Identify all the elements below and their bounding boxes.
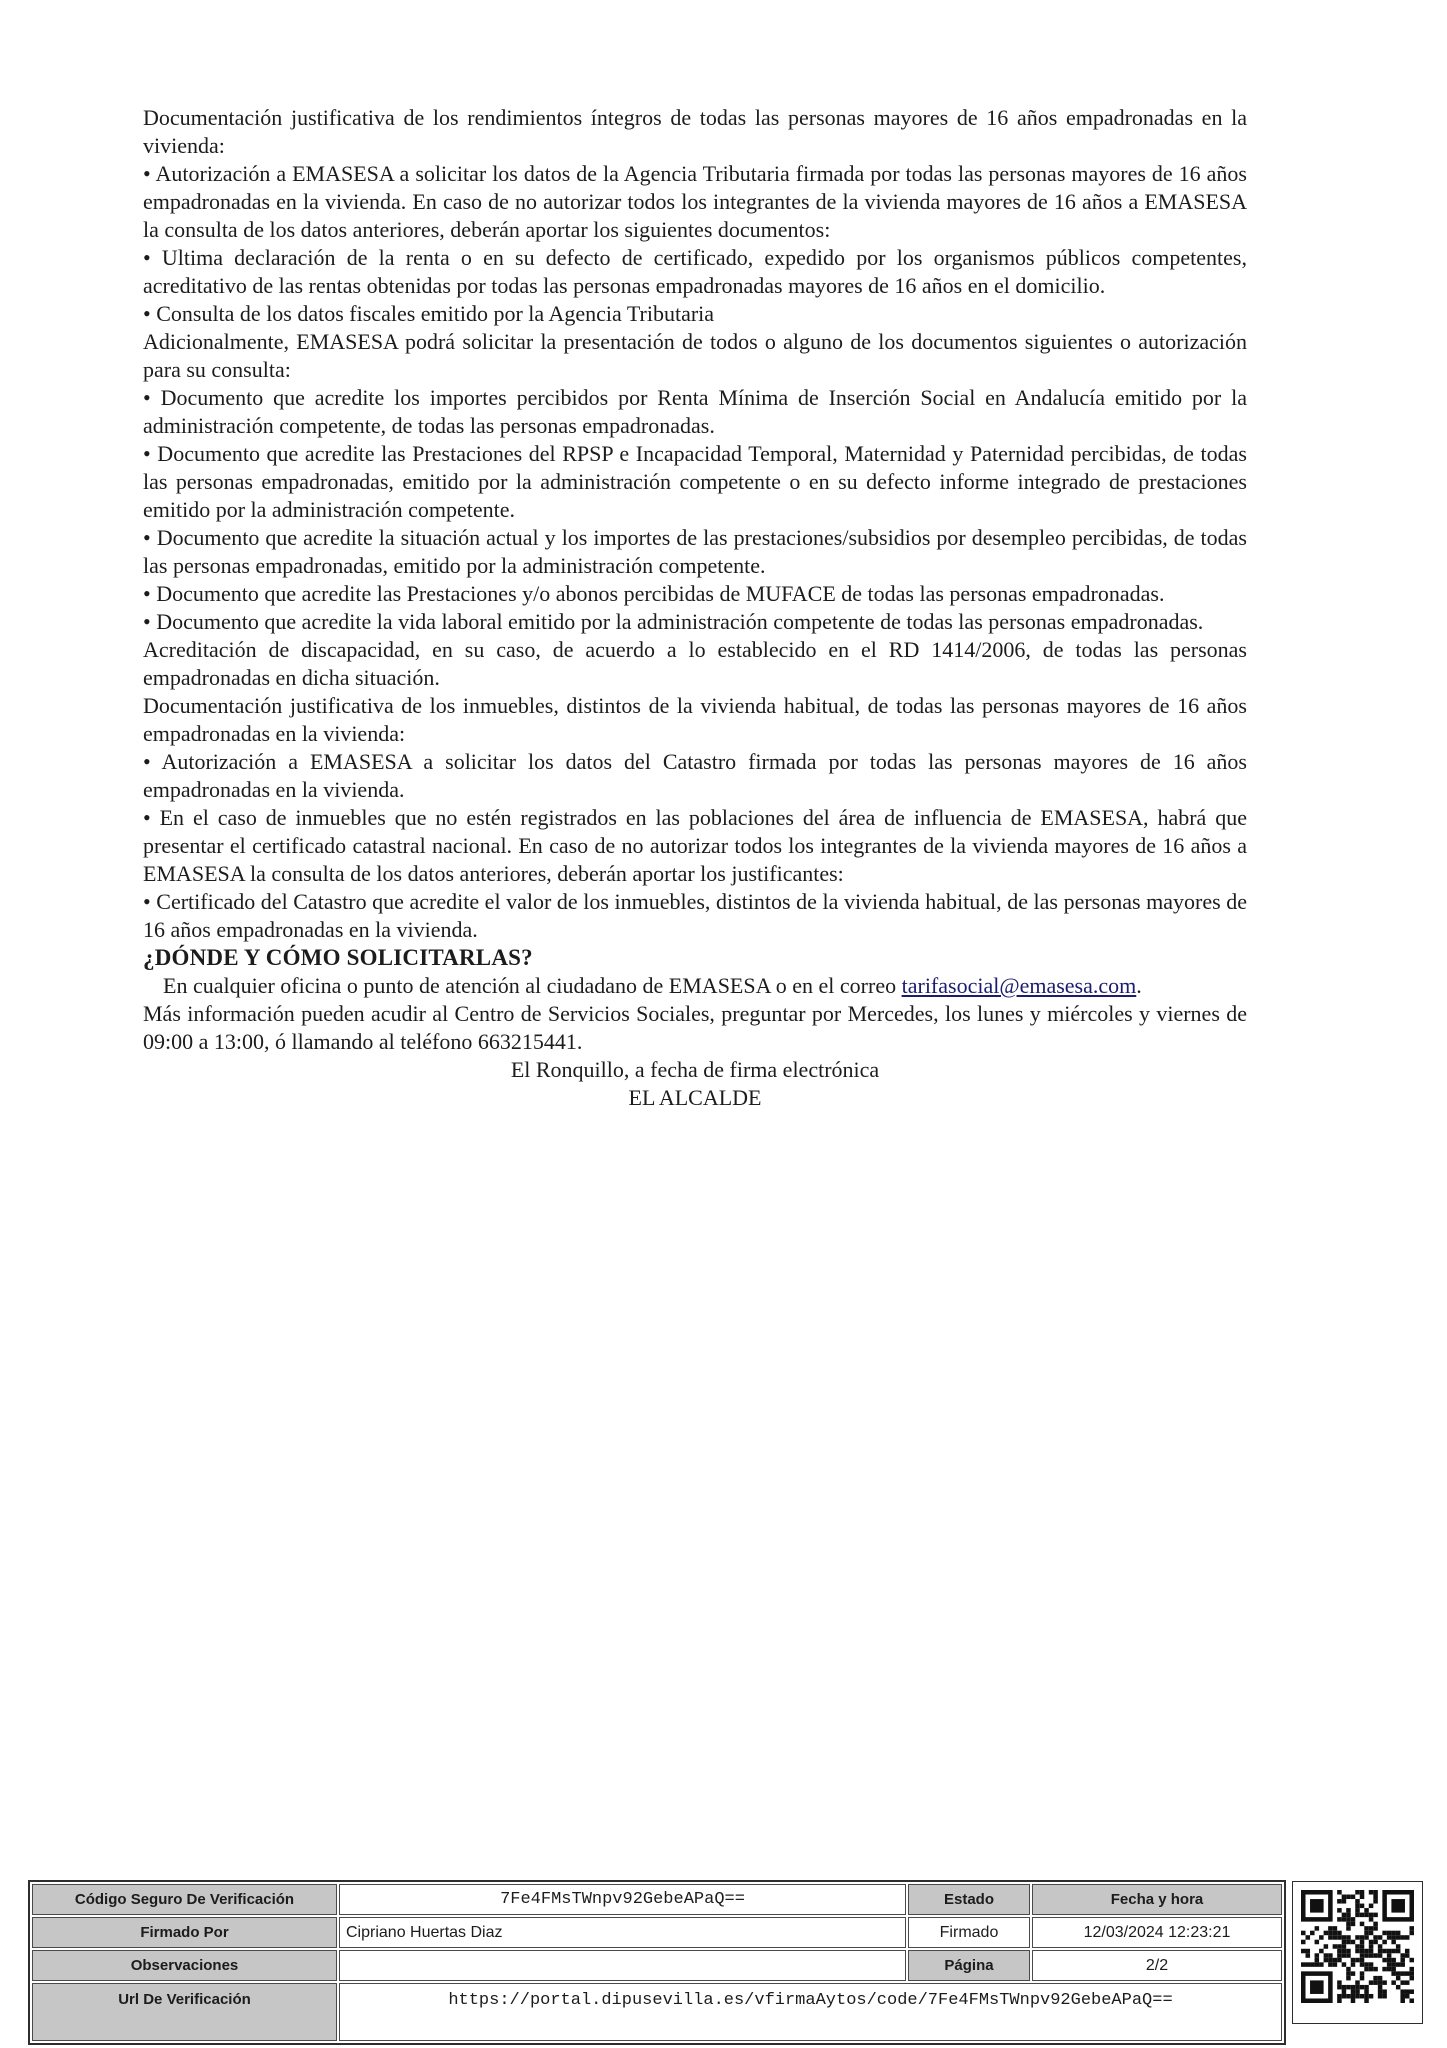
pagina-label: Página bbox=[908, 1950, 1030, 1981]
more-info-paragraph: Más información pueden acudir al Centro de Servicios Sociales, preguntar por Mercedes, los lunes y miércoles y viernes de 09:00 a 13:00, ó llamando al teléfono 663215441. bbox=[143, 1001, 1247, 1054]
signature-verification-table bbox=[28, 1880, 1286, 2045]
signer-name: Cipriano Huertas Diaz bbox=[339, 1917, 906, 1948]
closing-place: El Ronquillo, a fecha de firma electrónica bbox=[510, 1057, 880, 1082]
url-label: Url De Verificación bbox=[32, 1983, 337, 2041]
paragraph: Documentación justificativa de los inmuebles, distintos de la vivienda habitual, de todas las personas mayores de 16 años empadronadas en la vivienda: bbox=[143, 693, 1247, 746]
table-row bbox=[32, 1884, 1282, 1915]
pagina-value: 2/2 bbox=[1032, 1950, 1282, 1981]
signature-datetime: 12/03/2024 12:23:21 bbox=[1032, 1917, 1282, 1948]
paragraph: Documentación justificativa de los rendimientos íntegros de todas las personas mayores de 16 años empadronadas en la vivienda: bbox=[143, 105, 1247, 158]
contact-text-pre: En cualquier oficina o punto de atención al ciudadano de EMASESA o en el correo bbox=[163, 973, 902, 998]
document-body bbox=[143, 104, 1247, 1112]
estado-value: Firmado bbox=[908, 1917, 1030, 1948]
observaciones-label: Observaciones bbox=[32, 1950, 337, 1981]
email-link[interactable]: tarifasocial@emasesa.com bbox=[901, 973, 1137, 998]
section-heading: ¿DÓNDE Y CÓMO SOLICITARLAS? bbox=[143, 945, 533, 970]
bullet-item: • Ultima declaración de la renta o en su defecto de certificado, expedido por los organismos públicos competentes, acreditativo de las rentas obtenidas por todas las personas empadronadas mayores de 16 años en el domicilio. bbox=[143, 245, 1247, 298]
bullet-item: • En el caso de inmuebles que no estén registrados en las poblaciones del área de influencia de EMASESA, habrá que presentar el certificado catastral nacional. En caso de no autorizar todos los integrantes de la vivienda mayores de 16 años a EMASESA la consulta de los datos anteriores, deberán aportar los justificantes: bbox=[143, 805, 1247, 886]
csv-label: Código Seguro De Verificación bbox=[32, 1884, 337, 1915]
bullet-item: • Certificado del Catastro que acredite el valor de los inmuebles, distintos de la vivienda habitual, de las personas mayores de 16 años empadronadas en la vivienda. bbox=[143, 889, 1247, 942]
bullet-item: • Autorización a EMASESA a solicitar los datos de la Agencia Tributaria firmada por todas las personas mayores de 16 años empadronadas en la vivienda. En caso de no autorizar todos los integrantes de la vivienda mayores de 16 años a EMASESA la consulta de los datos anteriores, deberán aportar los siguientes documentos: bbox=[143, 161, 1247, 242]
contact-text-post: . bbox=[1136, 973, 1142, 998]
bullet-item: • Autorización a EMASESA a solicitar los datos del Catastro firmada por todas las personas mayores de 16 años empadronadas en la vivienda. bbox=[143, 749, 1247, 802]
bullet-item: • Documento que acredite los importes percibidos por Renta Mínima de Inserción Social en Andalucía emitido por la administración competente, de todas las personas empadronadas. bbox=[143, 385, 1247, 438]
csv-value: 7Fe4FMsTWnpv92GebeAPaQ== bbox=[339, 1884, 906, 1915]
bullet-item: • Consulta de los datos fiscales emitido por la Agencia Tributaria bbox=[143, 301, 715, 326]
bullet-item: • Documento que acredite la vida laboral emitido por la administración competente de todas las personas empadronadas. bbox=[143, 609, 1204, 634]
table-row bbox=[32, 1917, 1282, 1948]
paragraph: Adicionalmente, EMASESA podrá solicitar la presentación de todos o alguno de los documentos siguientes o autorización para su consulta: bbox=[143, 329, 1247, 382]
qr-code-graphic bbox=[1301, 1890, 1414, 2008]
table-row bbox=[32, 1983, 1282, 2041]
bullet-item: • Documento que acredite las Prestaciones y/o abonos percibidas de MUFACE de todas las personas empadronadas. bbox=[143, 581, 1165, 606]
contact-paragraph bbox=[143, 972, 1247, 1000]
estado-header: Estado bbox=[908, 1884, 1030, 1915]
bullet-item: • Documento que acredite la situación actual y los importes de las prestaciones/subsidios por desempleo percibidas, de todas las personas empadronadas, emitido por la administración competente. bbox=[143, 525, 1247, 578]
bullet-item: • Documento que acredite las Prestaciones del RPSP e Incapacidad Temporal, Maternidad y Paternidad percibidas, de todas las personas empadronadas, emitido por la administración competente o en su defecto informe integrado de prestaciones emitido por la administración competente. bbox=[143, 441, 1247, 522]
closing-signer: EL ALCALDE bbox=[628, 1085, 762, 1110]
firmado-por-label: Firmado Por bbox=[32, 1917, 337, 1948]
table-row bbox=[32, 1950, 1282, 1981]
observaciones-value bbox=[339, 1950, 906, 1981]
fecha-header: Fecha y hora bbox=[1032, 1884, 1282, 1915]
paragraph: Acreditación de discapacidad, en su caso, de acuerdo a lo establecido en el RD 1414/2006, de todas las personas empadronadas en dicha situación. bbox=[143, 637, 1247, 690]
qr-code bbox=[1292, 1881, 1423, 2024]
verification-url: https://portal.dipusevilla.es/vfirmaAytos/code/7Fe4FMsTWnpv92GebeAPaQ== bbox=[339, 1983, 1282, 2041]
